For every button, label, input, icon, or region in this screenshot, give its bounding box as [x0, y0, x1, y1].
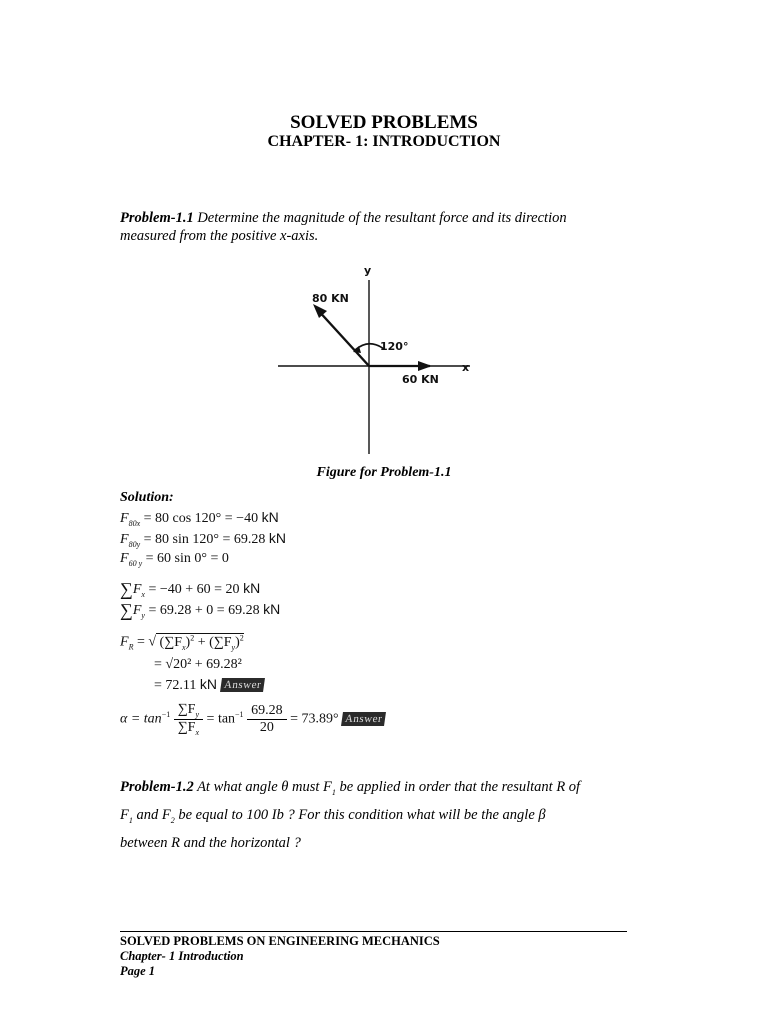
force-80kn-arrow: [313, 304, 369, 366]
solution-heading: Solution:: [120, 490, 174, 505]
problem-1-2-text: Problem-1.2 At what angle θ must $F_1$ be applied in order that the resultant R of $F_1$ and $F_2$ be equal to 100 Ib ? For this condition what will be the angle β between R and the horizontal ?: [120, 779, 581, 851]
answer-stamp: Answer: [341, 712, 386, 726]
equation-f60y: $F_{60 y} = 60$ sin 0° = 0: [120, 551, 229, 568]
equation-resultant-value: = 72.11 kN Answer: [154, 676, 264, 694]
figure-caption: Figure for Problem-1.1: [316, 465, 452, 480]
force-60kn-arrow: [369, 361, 432, 371]
equation-resultant: $F_R$ = √ $(\sum F_x)^2 + (\sum F_y)^2$: [120, 633, 244, 652]
y-axis-label: y: [364, 264, 372, 277]
force-60kn-label: 60 KN: [402, 373, 439, 386]
page-title: SOLVED PROBLEMS: [290, 112, 478, 133]
answer-stamp: Answer: [220, 678, 265, 692]
equation-f80y: $F_{80y} = 80$ sin 120° = 69.28 kN: [120, 530, 286, 549]
footer-rule: [120, 931, 627, 932]
equation-resultant-step: = √20² + 69.28²: [154, 657, 242, 672]
equation-direction-angle: $\alpha = \tan^{-1}$ $\frac{\sum F_y}{\sum F_x}$ = $\tan^{-1}$ $\frac{69.28}{20}$ = 73.89° Answer: [120, 702, 385, 737]
problem-1-2-label: Problem-1.2: [120, 779, 194, 795]
footer-page-number: Page 1: [120, 964, 156, 978]
problem-1-1-line2: measured from the positive x-axis.: [120, 228, 319, 244]
problem-1-1-text: [120, 209, 628, 245]
x-axis-label: x: [462, 361, 470, 374]
angle-120-label: 120°: [380, 340, 409, 353]
equation-f80x: $F_{80x} = 80$ cos 120° = −40 kN: [120, 509, 279, 528]
problem-1-1-line1: Determine the magnitude of the resultant force and its direction: [197, 210, 567, 226]
footer-book-title: SOLVED PROBLEMS ON ENGINEERING MECHANICS: [120, 934, 440, 948]
force-80kn-label: 80 KN: [312, 292, 349, 305]
footer-chapter: Chapter- 1 Introduction: [120, 949, 244, 963]
problem-1-1-label: Problem-1.1: [120, 210, 194, 226]
chapter-subtitle: CHAPTER- 1: INTRODUCTION: [267, 133, 501, 150]
force-diagram: [270, 258, 490, 458]
equation-sum-fx: $\sum F_x = -40 + 60 = 20$ kN: [120, 579, 261, 599]
equation-sum-fy: $\sum F_y = 69.28 + 0 = 69.28$ kN: [120, 600, 281, 620]
